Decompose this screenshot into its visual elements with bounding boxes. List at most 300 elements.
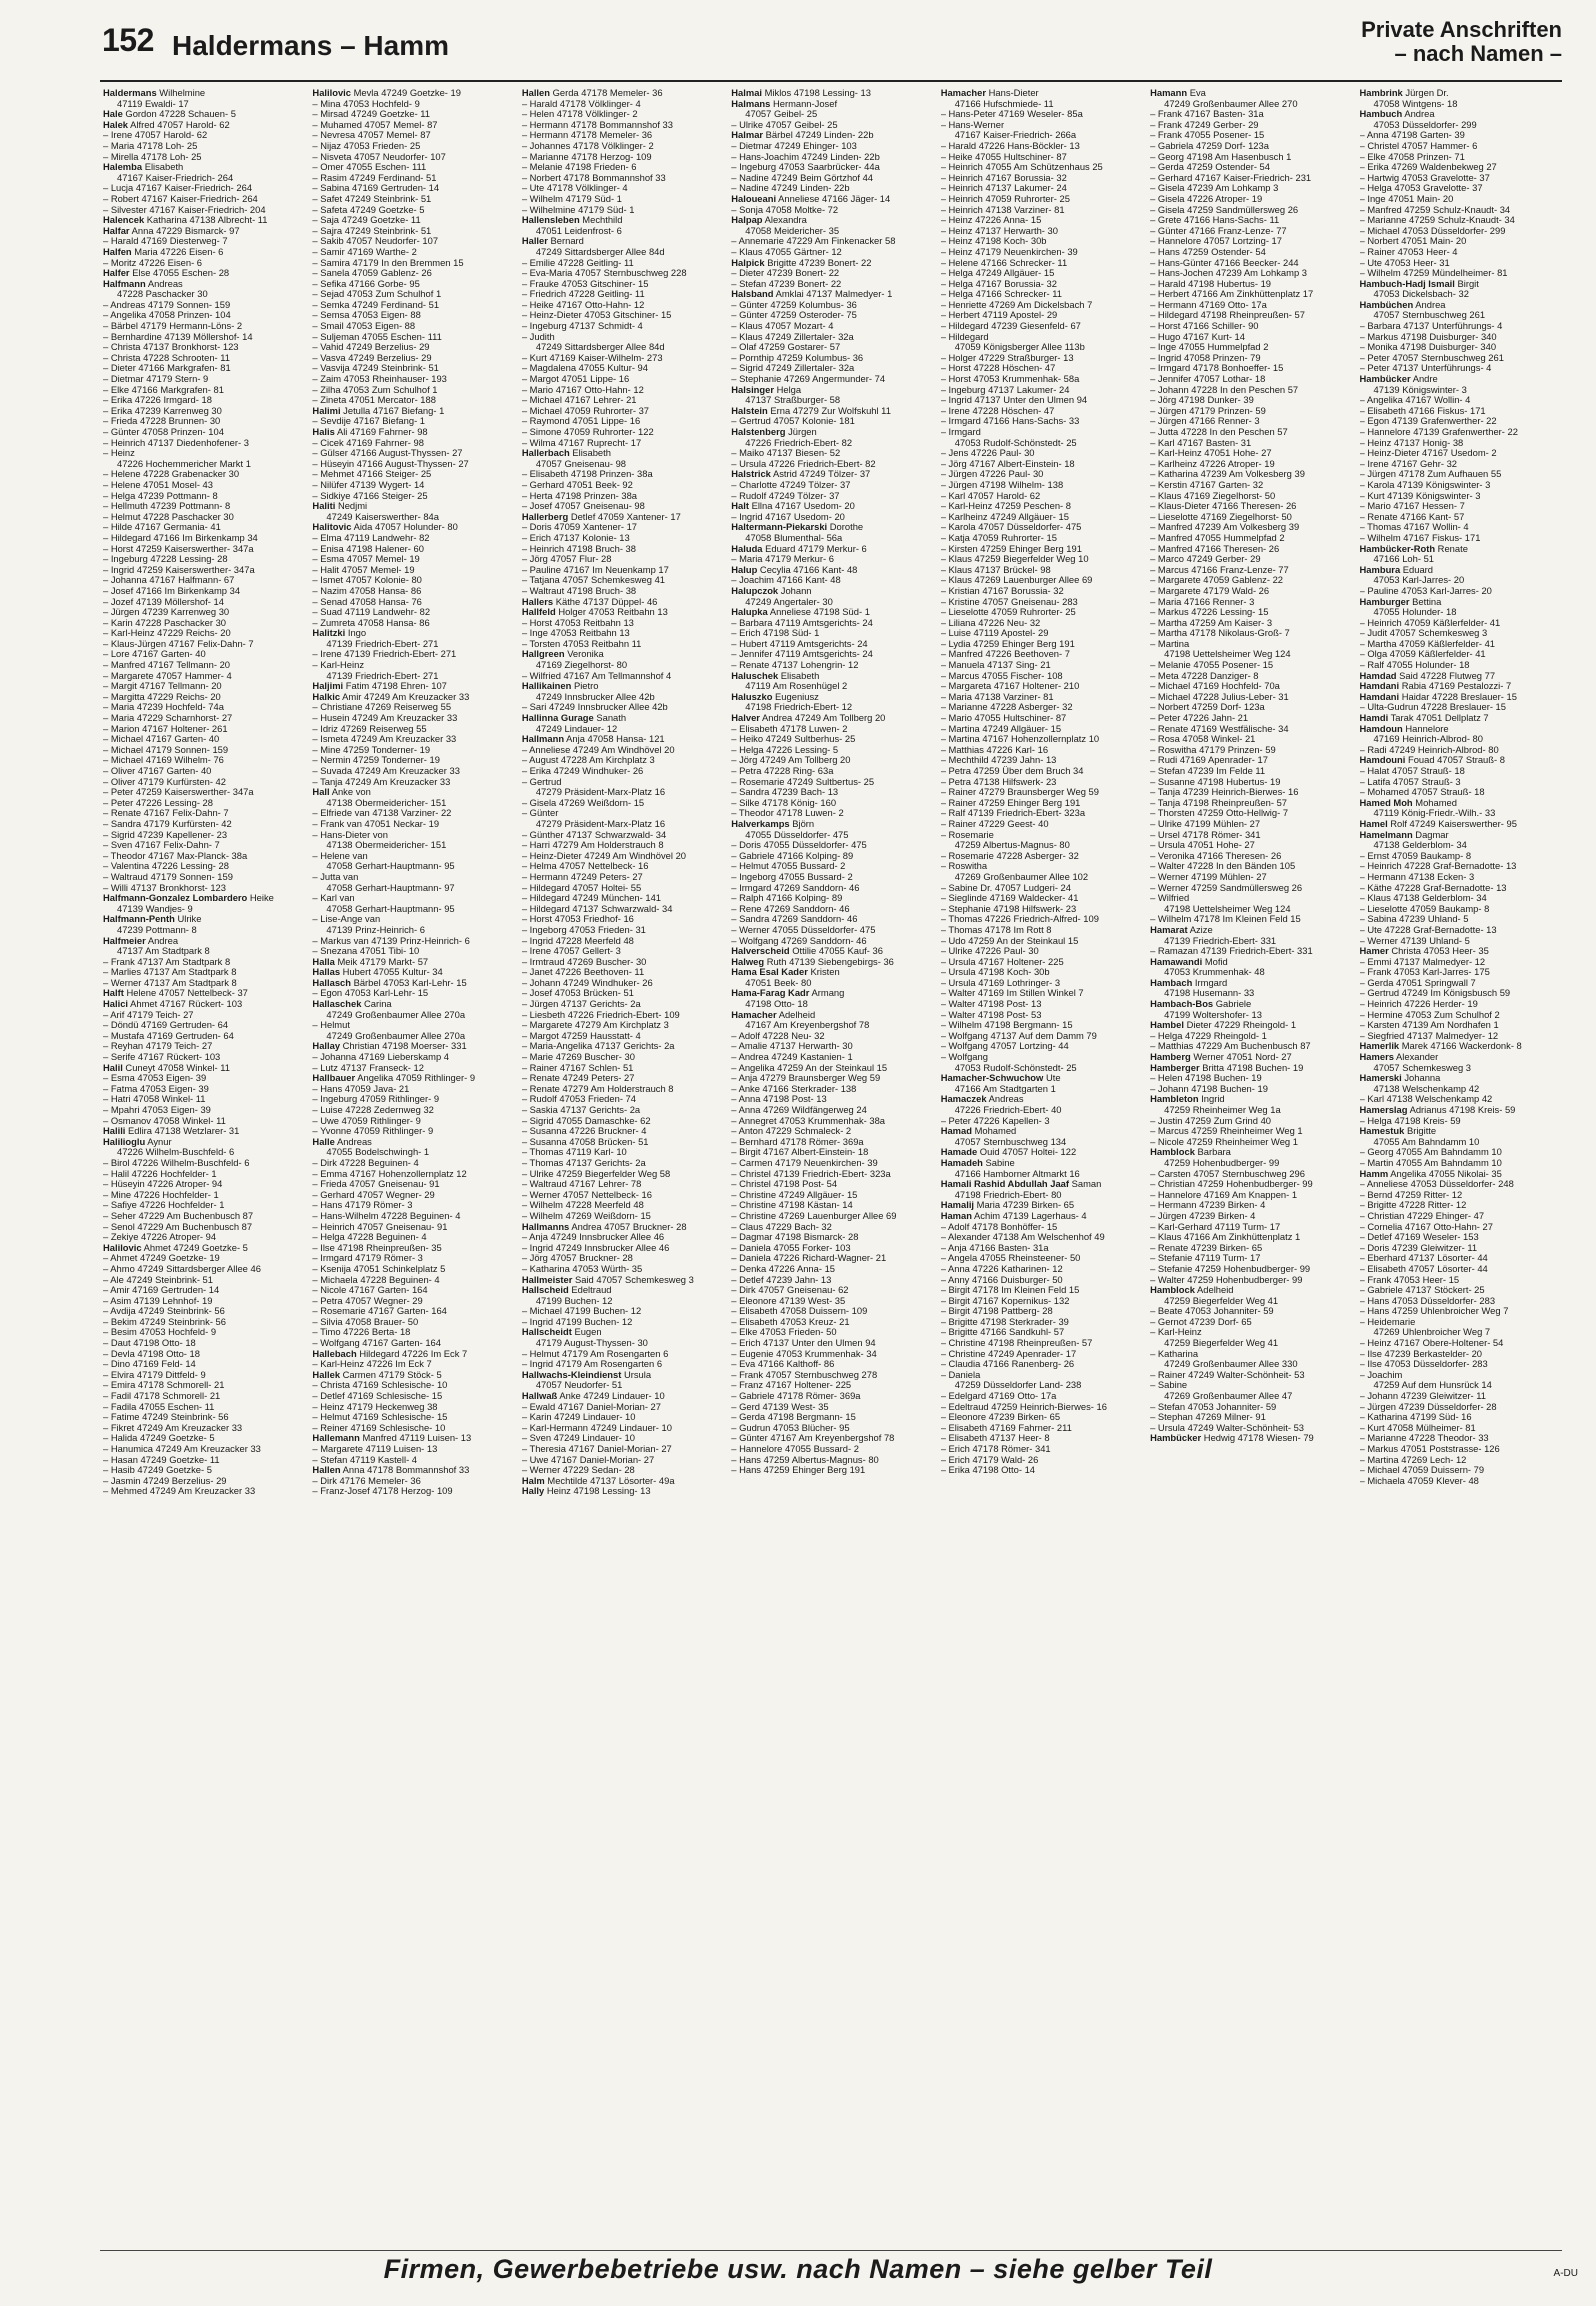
directory-entry: – Moritz 47226 Eisen- 6	[103, 257, 203, 268]
directory-entry: – Luise 47119 Apostel- 29	[940, 628, 1049, 639]
directory-entry: – Heinz 47198 Koch- 30b	[940, 236, 1047, 247]
directory-entry: – Jürgen 47239 Düsseldorfer- 28	[1359, 1401, 1497, 1412]
directory-entry: – Gertrud	[521, 776, 562, 787]
directory-entry: 47119 König-Friedr.-Wilh.- 33	[1373, 808, 1496, 819]
directory-entry: – Michael 47228 Julius-Leber- 31	[1150, 691, 1289, 702]
directory-entry: – Martha 47259 Am Kaiser- 3	[1150, 617, 1273, 628]
directory-entry	[1360, 544, 1559, 555]
entry-surname: Haluda	[731, 543, 763, 554]
directory-entry	[522, 1327, 721, 1338]
entry-surname: Haluszko	[731, 691, 773, 702]
directory-entry: – Helma 47057 Nettelbeck- 16	[521, 861, 649, 872]
entry-surname: Hama-Farag Kadr	[731, 988, 810, 999]
directory-entry: – Cornelia 47167 Otto-Hahn- 27	[1359, 1221, 1493, 1232]
directory-entry: – Norbert 47259 Dorf- 123a	[1150, 702, 1265, 713]
entry-details: Ulrike	[177, 914, 202, 925]
directory-entry: – Thomas 47119 Karl- 10	[521, 1147, 627, 1158]
directory-entry: – Lutz 47137 Franseck- 12	[312, 1062, 424, 1073]
directory-entry: – Jörg 47167 Albert-Einstein- 18	[940, 458, 1075, 469]
directory-entry: – Alexander 47138 Am Welschenhof 49	[940, 1232, 1105, 1243]
entry-details: Mevla 47249 Goetzke- 19	[353, 88, 461, 98]
directory-entry: – Ramazan 47139 Friedrich-Ebert- 331	[1150, 946, 1313, 957]
directory-entry: – Martina	[1150, 638, 1190, 649]
directory-entry: – Helga 47239 Pottmann- 8	[103, 490, 218, 501]
directory-entry: 47259 Auf dem Hunsrück 14	[1373, 1380, 1492, 1391]
directory-entry: – Hannelore 47169 Am Knappen- 1	[1150, 1189, 1298, 1200]
directory-entry: – Manuela 47137 Sing- 21	[940, 660, 1051, 671]
directory-entry: – Semsa 47053 Eigen- 88	[312, 310, 421, 321]
directory-entry: – Anna 47198 Garten- 39	[1359, 130, 1465, 141]
directory-entry: – Margot 47259 Hausstatt- 4	[521, 1030, 641, 1041]
directory-entry: – Vasvija 47249 Steinbrink- 51	[312, 363, 439, 374]
directory-entry: – Oliver 47167 Garten- 40	[103, 766, 212, 776]
directory-entry: – Mirella 47178 Loh- 25	[103, 151, 202, 162]
entry-details: Brigitte	[1406, 1126, 1437, 1137]
directory-entry: – Elke 47166 Markgrafen- 81	[103, 384, 224, 395]
directory-entry: – Ingeburg 47059 Rithlinger- 9	[312, 1094, 440, 1105]
directory-entry: – Renate 47167 Felix-Dahn- 7	[103, 808, 229, 819]
directory-entry: – Hermann 47249 Peters- 27	[521, 871, 643, 882]
directory-column	[938, 88, 1143, 2238]
directory-entry: – Christine 47249 Allgäuer- 15	[731, 1189, 858, 1200]
directory-entry: 47198 Husemann- 33	[1164, 988, 1255, 999]
directory-entry: – Daniela 47055 Forker- 103	[731, 1242, 851, 1253]
directory-entry: – Marcus 47259 Rheinheimer Weg 1	[1150, 1126, 1303, 1137]
directory-entry	[731, 215, 930, 226]
directory-columns	[100, 88, 1562, 2238]
directory-entry: – Gertrud 47249 Im Königsbusch 59	[1359, 988, 1511, 999]
entry-details: Mechthild	[582, 215, 623, 226]
directory-entry	[1360, 597, 1559, 608]
entry-details: Carmen 47179 Stöck- 5	[342, 1369, 442, 1380]
directory-entry: – Susanne 47198 Hubertus- 19	[1150, 776, 1281, 787]
directory-entry: – Torsten 47053 Reitbahn 11	[521, 638, 642, 649]
directory-entry: – Hildegard 47137 Schwarzwald- 34	[521, 903, 673, 914]
directory-entry: – Ute 47228 Graf-Bernadotte- 13	[1359, 924, 1497, 935]
directory-entry: – Karl-Gerhard 47119 Turm- 17	[1150, 1221, 1281, 1232]
directory-entry	[1360, 724, 1559, 735]
directory-entry: – Ursula 47198 Koch- 30b	[940, 967, 1050, 978]
directory-entry: – Enisa 47198 Halener- 60	[312, 543, 424, 554]
directory-entry: – Hermann 47239 Birken- 4	[1150, 1200, 1266, 1211]
directory-entry: – Helga 47198 Kreis- 59	[1359, 1115, 1461, 1126]
entry-surname: Hallas	[312, 967, 341, 978]
directory-entry: – Karin 47249 Lindauer- 10	[521, 1412, 636, 1423]
directory-entry	[522, 1486, 721, 1497]
directory-entry: – Ewald 47167 Daniel-Morian- 27	[521, 1401, 661, 1412]
directory-entry: – Frank 47137 Am Stadtpark 8	[103, 956, 231, 967]
directory-entry: – Hüseyin 47166 August-Thyssen- 27	[312, 458, 469, 469]
directory-entry: – Mina 47053 Hochfeld- 9	[312, 98, 420, 109]
directory-entry: – Avdija 47249 Steinbrink- 56	[103, 1306, 225, 1317]
directory-entry	[731, 385, 930, 396]
entry-surname: Hambach	[1150, 977, 1193, 988]
entry-surname: Hallmeister	[521, 1274, 573, 1285]
entry-details: Sabine	[985, 1157, 1015, 1168]
directory-entry: – Klaus-Jürgen 47167 Felix-Dahn- 7	[103, 638, 254, 649]
directory-entry: – Joachim	[1359, 1369, 1403, 1380]
directory-entry: – Irene 47167 Gehr- 32	[1359, 458, 1457, 469]
directory-entry: – Ale 47249 Steinbrink- 51	[103, 1274, 213, 1285]
directory-entry: – Wilfried 47167 Am Tellmannshof 4	[521, 670, 672, 681]
directory-entry: – Sigrid 47239 Kapellener- 23	[103, 829, 228, 840]
directory-entry: – Ingeburg 47228 Lessing- 28	[103, 554, 228, 565]
entry-surname: Hamalij	[940, 1200, 975, 1211]
directory-entry: – Herbert 47166 Am Zinkhüttenplatz 17	[1150, 289, 1314, 300]
directory-entry: 47198 Friedrich-Ebert- 12	[745, 702, 853, 713]
directory-entry: – Hans 47259 Uhlenbroicher Weg 7	[1359, 1306, 1509, 1317]
directory-entry: – Nazim 47058 Hansa- 86	[312, 585, 422, 596]
entry-surname: Hamdi	[1359, 713, 1389, 724]
directory-entry: – Petra 47057 Wegner- 29	[312, 1295, 423, 1306]
directory-entry: – Wilhelm 47178 Im Kleinen Feld 15	[1150, 914, 1301, 925]
entry-surname: Hallfeld	[521, 607, 556, 618]
entry-details: Andreas	[147, 278, 183, 289]
directory-entry: – Anny 47166 Duisburger- 50	[940, 1274, 1063, 1285]
entry-details: Adelheid	[778, 1009, 816, 1020]
entry-details: Detlef 47059 Xantener- 17	[570, 511, 681, 522]
entry-surname: Hale	[103, 109, 123, 120]
directory-entry	[941, 1179, 1140, 1190]
entry-surname: Haliti	[312, 501, 336, 512]
directory-entry: – Waltraut 47198 Bruch- 38	[521, 585, 637, 596]
directory-entry: – Nicole 47167 Garten- 164	[312, 1285, 428, 1296]
directory-entry	[103, 936, 302, 947]
entry-details: Ingo	[347, 628, 367, 639]
directory-entry: – Holger 47229 Straßburger- 13	[940, 352, 1074, 363]
directory-entry: – Wilhelm 47167 Fiskus- 171	[1359, 532, 1481, 543]
directory-entry: – Jens 47226 Paul- 30	[940, 448, 1035, 459]
directory-entry: – Heinz 47167 Obere-Holtener- 54	[1359, 1338, 1504, 1349]
directory-entry: – Hans 47053 Düsseldorfer- 283	[1359, 1295, 1496, 1306]
directory-entry: – Rainer 47167 Schlen- 51	[521, 1062, 634, 1073]
directory-entry: – Adolf 47178 Bonhöffer- 15	[940, 1221, 1058, 1232]
directory-entry: – Silvia 47058 Brauer- 50	[312, 1316, 419, 1327]
directory-entry: – Eugenie 47053 Krummenhak- 34	[731, 1348, 877, 1359]
directory-entry: – Heinrich 47167 Borussia- 32	[940, 172, 1067, 183]
directory-entry: – Günter 47166 Franz-Lenze- 77	[1150, 225, 1287, 236]
directory-entry: – Susanna 47226 Bruckner- 4	[521, 1126, 647, 1137]
directory-entry: – Willi 47137 Bronkhorst- 123	[103, 882, 226, 893]
directory-entry	[312, 88, 511, 99]
entry-details: Mohamed	[1415, 797, 1457, 808]
directory-entry: – Frieda 47057 Gneisenau- 91	[312, 1179, 440, 1190]
directory-entry: – Johann 47239 Gleiwitzer- 11	[1359, 1391, 1486, 1402]
entry-surname: Hallgreen	[521, 649, 565, 660]
directory-entry: – Karola 47057 Düsseldorfer- 475	[940, 522, 1082, 533]
entry-details: Eduard	[1402, 564, 1434, 575]
directory-entry: – Silke 47178 König- 160	[731, 797, 837, 808]
entry-surname: Hallemann	[312, 1433, 360, 1444]
directory-entry: – Janet 47226 Beethoven- 11	[521, 967, 645, 978]
directory-entry	[1360, 692, 1559, 703]
header-rule	[100, 80, 1562, 82]
directory-entry: – Gabriele 47178 Römer- 369a	[731, 1391, 861, 1402]
directory-entry: – Matthias 47226 Karl- 16	[940, 744, 1049, 755]
directory-entry: – Rainer 47229 Geest- 40	[940, 818, 1049, 829]
directory-entry: – Hans-Jochen 47239 Am Lohkamp 3	[1150, 268, 1307, 279]
directory-entry: – Magdalena 47055 Kultur- 94	[521, 363, 648, 374]
directory-entry: – Simone 47059 Ruhrorter- 122	[521, 427, 654, 437]
entry-details: Angelika 47055 Nikolai- 35	[1390, 1168, 1502, 1179]
directory-entry	[103, 120, 302, 131]
directory-entry	[103, 1126, 302, 1137]
directory-entry: – Karl van	[312, 893, 355, 904]
directory-entry: – Renate 47239 Birken- 65	[1150, 1242, 1263, 1253]
directory-entry: 47138 Welschenkamp 42	[1373, 1083, 1480, 1094]
directory-entry: 47249 Angertaler- 30	[745, 596, 833, 607]
directory-entry: – Nadine 47249 Linden- 22b	[731, 183, 850, 194]
entry-surname: Halsinger	[731, 384, 774, 395]
directory-entry: – Ingrid 47058 Prinzen- 79	[1150, 352, 1261, 363]
entry-surname: Hamerski	[1359, 1073, 1402, 1084]
directory-entry: – Hildegard 47249 München- 141	[521, 893, 662, 904]
directory-entry: – Johann 47198 Buchen- 19	[1150, 1083, 1268, 1094]
directory-entry	[312, 1041, 511, 1052]
directory-entry: 47139 Prinz-Heinrich- 6	[326, 924, 425, 935]
entry-details: Bettina	[1412, 596, 1442, 607]
entry-surname: Hamaczek	[940, 1094, 987, 1105]
directory-entry: – Zaim 47053 Rheinhauser- 193	[312, 374, 447, 385]
entry-details: Jürgen	[788, 427, 817, 437]
entry-details: Manfred 47119 Luisen- 13	[362, 1433, 472, 1444]
entry-surname: Hallaschek	[312, 999, 362, 1010]
directory-entry: – Zumreta 47058 Hansa- 86	[312, 617, 430, 628]
directory-entry: – Heike 47055 Hultschiner- 87	[940, 151, 1067, 162]
directory-entry: 47137 Straßburger- 58	[745, 395, 841, 406]
directory-entry: – Marianne 47178 Herzog- 109	[521, 151, 652, 162]
entry-details: Ursula	[623, 1369, 652, 1380]
entry-surname: Hambrink	[1359, 88, 1403, 98]
entry-details: Christian 47198 Moerser- 331	[342, 1041, 467, 1052]
directory-entry: – Suljeman 47055 Eschen- 111	[312, 331, 442, 342]
entry-details: Armang	[811, 988, 845, 999]
directory-entry: – Michael 47167 Garten- 40	[103, 734, 220, 745]
directory-entry: – Ursula 47169 Lothringer- 3	[940, 977, 1061, 988]
entry-details: Andrea 47057 Bruckner- 28	[571, 1221, 687, 1232]
entry-details: Bärbel 47053 Karl-Lehr- 15	[353, 977, 467, 988]
directory-entry	[522, 713, 721, 724]
directory-entry	[312, 681, 511, 692]
directory-entry: – Olaf 47259 Gostarer- 57	[731, 342, 841, 353]
directory-entry: – Ulrike 47226 Paul- 30	[940, 946, 1039, 957]
directory-entry: – Ursula 47167 Holtener- 225	[940, 956, 1064, 967]
directory-entry: 47139 Friedrich-Ebert- 271	[326, 638, 439, 649]
directory-entry	[731, 946, 930, 957]
directory-entry	[731, 427, 930, 438]
directory-entry: – Herta 47198 Prinzen- 38a	[521, 490, 638, 501]
directory-entry: – Halil 47226 Hochfelder- 1	[103, 1168, 217, 1179]
directory-entry: – Christel 47139 Friedrich-Ebert- 323a	[731, 1168, 891, 1179]
entry-details: Marek 47166 Wackerdonk- 8	[1401, 1041, 1522, 1052]
directory-entry: – Jürgen 47137 Gerichts- 2a	[521, 999, 641, 1010]
entry-surname: Hamm	[1359, 1168, 1389, 1179]
entry-details: Angelika 47059 Rithlinger- 9	[357, 1073, 476, 1084]
directory-entry: – Harri 47279 Am Holderstrauch 8	[521, 840, 664, 851]
entry-surname: Hambücker	[1150, 1433, 1202, 1444]
directory-entry: – Nadine 47249 Beim Görtzhof 44	[731, 172, 874, 183]
entry-details: Mohamed	[974, 1126, 1017, 1137]
directory-entry: – Heinz-Dieter 47167 Usedom- 2	[1359, 448, 1497, 459]
directory-entry: – Klaus-Dieter 47166 Theresen- 26	[1150, 501, 1297, 512]
entry-details: Jürgen Dr.	[1405, 88, 1449, 98]
directory-entry: – Adolf 47228 Neu- 32	[731, 1030, 825, 1041]
entry-details: Said 47057 Schemkesweg 3	[575, 1274, 694, 1285]
directory-entry: – Margareta 47167 Holtener- 210	[940, 681, 1080, 692]
entry-surname: Halverkamps	[731, 818, 790, 829]
directory-entry: – Werner 47199 Mühlen- 27	[1150, 871, 1267, 882]
directory-entry: – Helen 47178 Völklinger- 2	[521, 109, 638, 120]
directory-entry	[731, 469, 930, 480]
entry-details: Andrea	[147, 935, 179, 946]
directory-entry: – Eleonore 47239 Birken- 65	[940, 1412, 1061, 1423]
directory-entry: – Rosa 47058 Winkel- 21	[1150, 734, 1256, 745]
directory-entry: – Ute 47053 Heer- 31	[1359, 257, 1450, 268]
directory-entry: – Wolfgang 47269 Sanddorn- 46	[731, 935, 867, 946]
directory-entry: – Maria 47179 Merkur- 6	[731, 554, 834, 565]
directory-entry: – Charlotte 47249 Tölzer- 37	[731, 479, 851, 490]
entry-surname: Hambücker-Roth	[1359, 543, 1436, 554]
entry-details: Adrianus 47198 Kreis- 59	[1409, 1105, 1516, 1115]
directory-entry: – Karlheinz 47226 Atroper- 19	[1150, 458, 1275, 469]
directory-entry: – Tanja 47198 Rheinpreußen- 57	[1150, 797, 1288, 808]
directory-entry: 47058 Gerhart-Hauptmann- 97	[326, 882, 455, 893]
directory-entry: – Roswitha 47179 Prinzen- 59	[1150, 744, 1276, 755]
directory-entry	[941, 1073, 1140, 1084]
directory-entry: – Hermann 47178 Memeler- 36	[521, 130, 653, 141]
entry-details: Katharina 47138 Albrecht- 11	[146, 215, 268, 226]
directory-entry: – Friedrich 47228 Geitling- 11	[521, 289, 645, 300]
directory-entry: – Anna 47198 Post- 13	[731, 1094, 827, 1105]
directory-entry: 47198 Uettelsheimer Weg 124	[1164, 903, 1291, 914]
directory-entry: 47058 Gerhart-Hauptmann- 95	[326, 861, 455, 872]
entry-details: Alexander	[1396, 1052, 1439, 1063]
directory-entry: – Heinz 47179 Neuenkirchen- 39	[940, 246, 1078, 257]
directory-entry: – Sigrid 47055 Damaschke- 62	[521, 1115, 651, 1126]
entry-details: Haidar 47228 Breslauer- 15	[1401, 691, 1517, 702]
directory-entry: – Erika 47239 Karrenweg 30	[103, 405, 222, 416]
directory-entry: – Sven 47167 Felix-Dahn- 7	[103, 840, 220, 851]
directory-entry: – Wilhelm 47259 Mündelheimer- 81	[1359, 268, 1508, 279]
directory-entry: – Elisabeth 47198 Prinzen- 38a	[521, 469, 653, 480]
directory-entry	[1360, 565, 1559, 576]
directory-entry: – Bekim 47249 Steinbrink- 56	[103, 1316, 226, 1327]
directory-entry: – Hans-Günter 47166 Beecker- 244	[1150, 257, 1299, 268]
directory-entry: – Daut 47198 Otto- 18	[103, 1338, 196, 1349]
directory-entry	[941, 1158, 1140, 1169]
directory-entry: – Elisabeth 47057 Lösorter- 44	[1359, 1263, 1488, 1274]
directory-entry: – Horst 47259 Kaiserswerther- 347a	[103, 543, 254, 554]
directory-entry: – Silvester 47167 Kaiser-Friedrich- 204	[103, 204, 266, 215]
directory-entry: – Heinz-Dieter 47249 Am Windhövel 20	[521, 850, 686, 861]
directory-entry: – Emmi 47137 Malmedyer- 12	[1359, 956, 1486, 967]
directory-entry: – Heinrich 47057 Gneisenau- 91	[312, 1221, 448, 1232]
directory-entry: – Dieter 47166 Markgrafen- 81	[103, 363, 231, 374]
directory-entry: – Mechthild 47239 Jahn- 13	[940, 755, 1057, 766]
directory-entry: 47249 Kaiserswerther- 84a	[326, 511, 439, 522]
entry-surname: Hamawandi	[1150, 956, 1203, 967]
directory-entry: – Heinz 47137 Herwarth- 30	[940, 225, 1058, 236]
directory-entry: – Inge 47055 Hummelpfad 2	[1150, 342, 1269, 353]
directory-entry	[941, 1147, 1140, 1158]
directory-entry: – Liliana 47226 Neu- 32	[940, 617, 1041, 628]
directory-entry: 47055 Am Bahndamm 10	[1373, 1136, 1480, 1147]
directory-entry: – Mirsad 47249 Goetzke- 11	[312, 109, 431, 120]
entry-surname: Hamelmann	[1359, 829, 1413, 840]
directory-entry: – Erich 47179 Wald- 26	[940, 1454, 1039, 1465]
directory-entry: – Irmtraud 47269 Buscher- 30	[521, 956, 647, 967]
directory-entry: – Thomas 47167 Wollin- 4	[1359, 522, 1469, 533]
directory-entry: – Maiko 47137 Biesen- 52	[731, 448, 841, 459]
directory-entry: – Heinrich 47055 Am Schützenhaus 25	[940, 162, 1103, 173]
directory-entry: – Ingeburg 47137 Lakumer- 24	[940, 384, 1070, 395]
directory-entry: – Rainer 47279 Braunsberger Weg 59	[940, 787, 1099, 798]
directory-entry: – Manfred 47239 Am Volkesberg 39	[1150, 522, 1300, 533]
directory-entry: – Peter 47226 Kapellen- 3	[940, 1115, 1050, 1126]
directory-entry	[522, 681, 721, 692]
directory-entry: – Manfred 47259 Schulz-Knaudt- 34	[1359, 204, 1511, 215]
entry-details: Anja 47058 Hansa- 121	[566, 734, 665, 745]
directory-entry: – Suvada 47249 Am Kreuzacker 33	[312, 766, 460, 776]
directory-entry: – Heinz 47137 Honig- 38	[1359, 437, 1464, 448]
directory-entry: – Andreas 47179 Sonnen- 159	[103, 299, 231, 310]
entry-surname: Hambücker	[1359, 374, 1411, 385]
directory-entry: – Martina 47249 Allgäuer- 15	[940, 723, 1062, 734]
directory-entry: – Saskia 47137 Gerichts- 2a	[521, 1105, 641, 1115]
entry-details: Veronika	[567, 649, 604, 660]
directory-entry: – Heinrich 47138 Varziner- 81	[940, 204, 1065, 215]
entry-surname: Halle	[312, 1136, 335, 1147]
directory-entry: – Katja 47059 Ruhrorter- 15	[940, 532, 1057, 543]
entry-details: Gabriele	[1215, 999, 1252, 1010]
directory-entry	[312, 1433, 511, 1444]
directory-entry: – Gudrun 47053 Blücher- 95	[731, 1422, 850, 1433]
directory-entry	[522, 649, 721, 660]
directory-entry: – Christa 47228 Schrooten- 11	[103, 352, 230, 363]
directory-entry: – Pauline 47053 Karl-Jarres- 20	[1359, 585, 1492, 596]
directory-entry: – Manfred 47055 Hummelpfad 2	[1150, 532, 1285, 543]
directory-entry: – Ursel 47178 Römer- 341	[1150, 829, 1261, 840]
directory-entry: – Michael 47169 Hochfeld- 70a	[1150, 681, 1280, 692]
directory-entry: – Edelgard 47169 Otto- 17a	[940, 1391, 1057, 1402]
directory-entry: – Peter 47259 Kaiserswerther- 347a	[103, 787, 254, 798]
directory-entry: 47279 Präsident-Marx-Platz 16	[535, 818, 666, 829]
directory-entry: – Christa 47169 Schlesische- 10	[312, 1380, 448, 1391]
directory-entry: – Kerstin 47167 Garten- 32	[1150, 479, 1264, 490]
directory-entry: – Maria 47178 Loh- 25	[103, 140, 198, 151]
directory-entry: – Mehmed 47249 Am Kreuzacker 33	[103, 1486, 256, 1497]
entry-surname: Halupczok	[731, 585, 779, 596]
directory-entry: – Hans-Werner	[940, 119, 1005, 130]
directory-entry: 47166 Hufschmiede- 11	[954, 98, 1054, 109]
directory-entry: – Christiane 47269 Reiserweg 55	[312, 702, 452, 713]
directory-entry	[522, 1275, 721, 1286]
directory-entry: – Angelika 47058 Prinzen- 104	[103, 310, 231, 321]
directory-entry: – Marco 47249 Gerber- 29	[1150, 554, 1261, 565]
directory-entry: – Günter 47167 Am Kreyenbergshof 78	[731, 1433, 895, 1444]
directory-entry: – Mario 47167 Hessen- 7	[1359, 501, 1465, 512]
entry-surname: Hamacher	[940, 88, 987, 98]
directory-entry: – Omer 47055 Eschen- 111	[312, 162, 427, 173]
entry-details: Meik 47179 Markt- 57	[337, 956, 429, 967]
directory-entry: – Hannelore 47057 Lortzing- 17	[1150, 236, 1282, 247]
directory-entry: – Markus van 47139 Prinz-Heinrich- 6	[312, 935, 470, 946]
directory-entry: – Helmut 47055 Bussard- 2	[731, 861, 846, 872]
directory-entry: – Henriette 47269 Am Dickelsbach 7	[940, 299, 1093, 310]
entry-surname: Halkic	[312, 691, 341, 702]
entry-surname: Hamerslag	[1359, 1105, 1408, 1115]
directory-entry: – Hubert 47119 Amtsgerichts- 24	[731, 638, 868, 649]
